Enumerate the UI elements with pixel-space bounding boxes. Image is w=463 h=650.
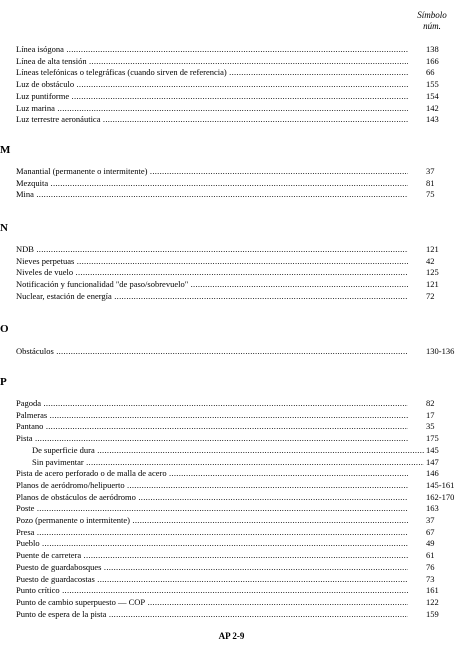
entry-symbol-number: 73 — [426, 573, 435, 584]
index-entry — [16, 561, 456, 573]
entry-symbol-number: 162-170 — [426, 491, 455, 502]
index-entry — [16, 420, 456, 432]
entry-label: Línea isógona ..... — [16, 43, 408, 55]
index-entry — [16, 102, 456, 114]
index-entry — [16, 514, 456, 526]
entry-label: Planos de aeródromo/helipuerto ..... — [16, 479, 408, 491]
entry-label: Pista de acero perforado o de malla de acero ..... — [16, 467, 408, 479]
index-entry — [16, 290, 456, 302]
entry-label: Punto crítico ..... — [16, 584, 408, 596]
entry-symbol-number: 163 — [426, 503, 439, 514]
entry-symbol-number: 82 — [426, 398, 435, 408]
column-header-number: núm. — [423, 21, 441, 31]
entry-label: Manantial (permanente o intermitente) ..... — [16, 165, 408, 177]
index-entry — [16, 479, 456, 491]
index-entry — [16, 43, 456, 55]
entry-label: NDB ..... — [16, 243, 408, 255]
entry-label: Pozo (permanente o intermitente) ..... — [16, 514, 408, 526]
index-entry — [16, 444, 456, 456]
entry-symbol-number: 61 — [426, 550, 435, 561]
entry-symbol-number: 143 — [426, 114, 439, 125]
index-entry — [16, 78, 456, 90]
entry-label: Obstáculos ..... — [16, 345, 408, 357]
index-entry — [16, 596, 456, 608]
entry-label: Punto de cambio superpuesto — COP ..... — [16, 596, 408, 608]
index-entry — [16, 278, 456, 290]
entry-label: Planos de obstáculos de aeródromo ..... — [16, 491, 408, 503]
entry-symbol-number: 35 — [426, 421, 435, 432]
entry-symbol-number: 159 — [426, 608, 439, 619]
index-entry — [16, 113, 456, 125]
entry-label: Punto de espera de la pista ..... — [16, 608, 408, 620]
entry-label: Notificación y funcionalidad "de paso/sobrevuelo" ..... — [16, 278, 408, 290]
index-entry — [16, 90, 456, 102]
entry-label: Luz de obstáculo ..... — [16, 78, 408, 90]
entry-symbol-number: 142 — [426, 102, 439, 113]
entry-symbol-number: 17 — [426, 409, 435, 420]
index-entry — [16, 491, 456, 503]
entry-label: Líneas telefónicas o telegráficas (cuando sirven de referencia) ..... — [16, 66, 408, 78]
entry-label: Mina ..... — [16, 188, 408, 200]
entry-symbol-number: 145-161 — [426, 479, 455, 490]
entry-symbol-number: 138 — [426, 44, 439, 54]
entry-symbol-number: 146 — [426, 468, 439, 479]
entry-symbol-number: 130-136 — [426, 346, 455, 356]
index-entry — [16, 177, 456, 189]
entry-label: Luz marina ..... — [16, 102, 408, 114]
index-entry — [16, 345, 456, 357]
index-entry — [16, 66, 456, 78]
entry-label: Niveles de vuelo ..... — [16, 266, 408, 278]
entry-label: Palmeras ..... — [16, 409, 408, 421]
entry-label: Nieves perpetuas ..... — [16, 255, 408, 267]
entry-symbol-number: 122 — [426, 596, 439, 607]
section-letter-m: M — [0, 144, 11, 156]
entry-label: Puente de carretera ..... — [16, 549, 408, 561]
page-footer: AP 2-9 — [218, 631, 245, 641]
index-entry — [16, 456, 456, 468]
entry-symbol-number: 154 — [426, 90, 439, 101]
entry-symbol-number: 145 — [426, 444, 439, 455]
entry-label: Puesto de guardacostas ..... — [16, 573, 408, 585]
entry-symbol-number: 37 — [426, 166, 435, 176]
index-entry — [16, 409, 456, 421]
entry-symbol-number: 72 — [426, 290, 435, 301]
entry-label: Pista ..... — [16, 432, 408, 444]
index-entry — [16, 526, 456, 538]
entry-symbol-number: 161 — [426, 585, 439, 596]
entry-symbol-number: 147 — [426, 456, 439, 467]
entry-label: Mezquita ..... — [16, 177, 408, 189]
entry-symbol-number: 66 — [426, 67, 435, 78]
entry-label: Pagoda ..... — [16, 397, 408, 409]
entry-label: Nuclear, estación de energía ..... — [16, 290, 408, 302]
index-entry — [16, 255, 456, 267]
index-entry — [16, 584, 456, 596]
index-entry — [16, 608, 456, 620]
section-letter-o: O — [0, 323, 9, 335]
index-entry — [16, 502, 456, 514]
index-entry — [16, 573, 456, 585]
entry-symbol-number: 155 — [426, 79, 439, 90]
index-entry — [16, 165, 456, 177]
entry-symbol-number: 42 — [426, 255, 435, 266]
entry-label: Presa ..... — [16, 526, 408, 538]
entry-label: Luz puntiforme ..... — [16, 90, 408, 102]
entry-symbol-number: 166 — [426, 55, 439, 66]
index-entry — [16, 55, 456, 67]
entry-symbol-number: 76 — [426, 561, 435, 572]
index-entry — [16, 537, 456, 549]
column-header-symbol: Símbolo — [417, 10, 447, 20]
index-entry — [16, 188, 456, 200]
entry-symbol-number: 175 — [426, 433, 439, 444]
entry-symbol-number: 37 — [426, 515, 435, 525]
index-entry — [16, 432, 456, 444]
entry-label: Luz terrestre aeronáutica ..... — [16, 113, 408, 125]
section-letter-p: P — [0, 376, 7, 388]
index-entry — [16, 243, 456, 255]
entry-label: De superficie dura ..... — [16, 444, 424, 456]
entry-symbol-number: 125 — [426, 267, 439, 278]
entry-label: Poste ..... — [16, 502, 408, 514]
entry-label: Puesto de guardabosques ..... — [16, 561, 408, 573]
index-entry — [16, 549, 456, 561]
entry-symbol-number: 81 — [426, 177, 435, 188]
index-entry — [16, 397, 456, 409]
entry-symbol-number: 75 — [426, 189, 435, 200]
entry-symbol-number: 121 — [426, 279, 439, 290]
entry-symbol-number: 121 — [426, 244, 439, 254]
entry-symbol-number: 49 — [426, 538, 435, 549]
entry-label: Pueblo ..... — [16, 537, 408, 549]
section-letter-n: N — [0, 222, 8, 234]
index-entry — [16, 467, 456, 479]
column-header — [408, 10, 456, 32]
entry-label: Sin pavimentar ..... — [16, 456, 424, 468]
entry-symbol-number: 67 — [426, 526, 435, 537]
entry-label: Línea de alta tensión ..... — [16, 55, 408, 67]
index-entry — [16, 266, 456, 278]
entry-label: Pantano ..... — [16, 420, 408, 432]
